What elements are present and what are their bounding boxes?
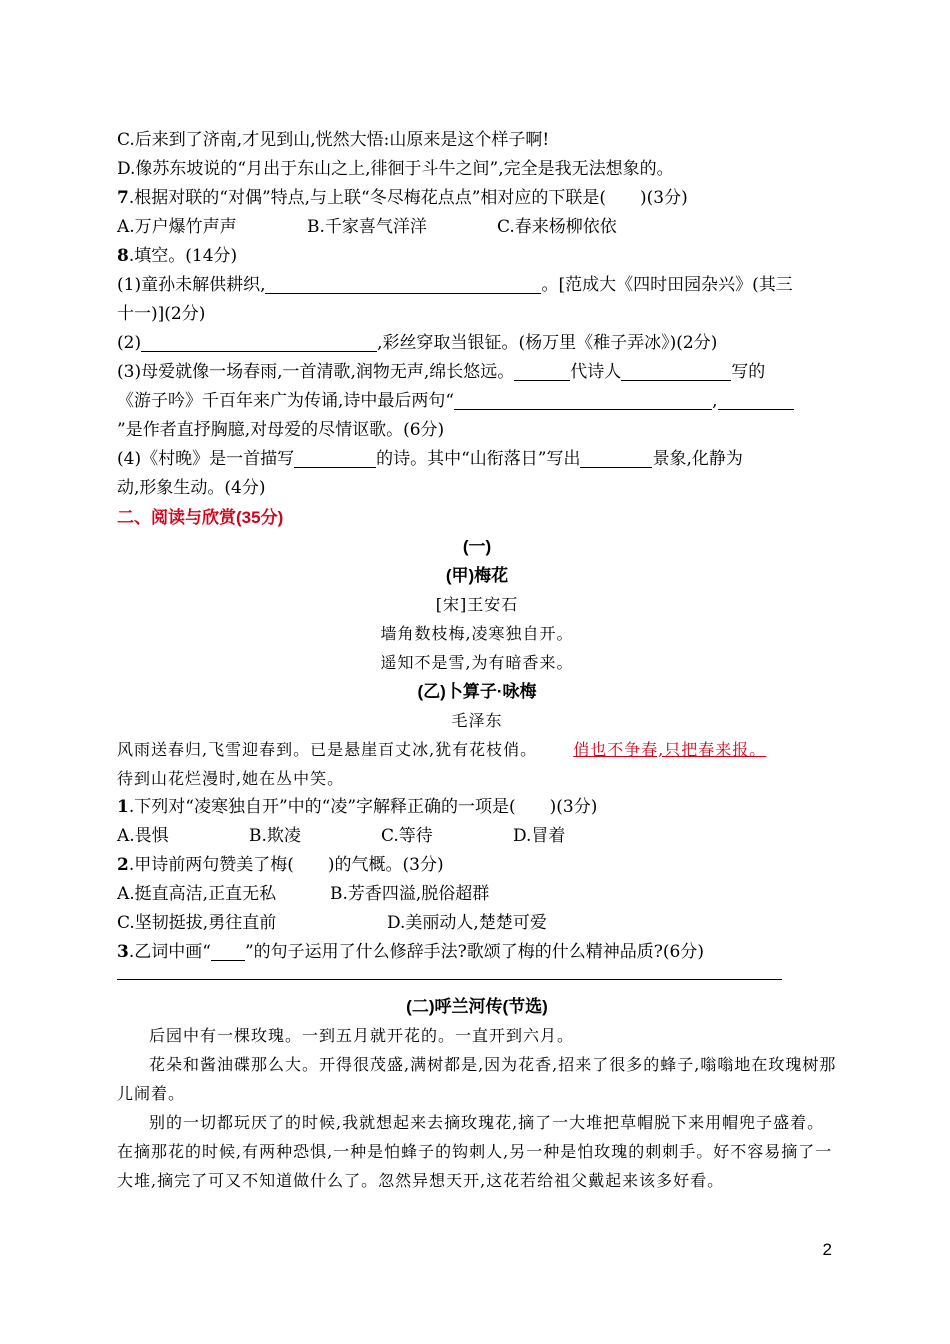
fill-text: 的诗。其中“山衔落日”写出 [376, 449, 581, 469]
question-text: .填空。(14分) [128, 246, 238, 266]
poem-a-line-1: 墙角数枝梅,凌寒独自开。 [380, 624, 574, 643]
question-number: 3 [117, 942, 129, 962]
underlined-sentence: 俏也不争春,只把春来报。 [573, 740, 767, 759]
fill-text: 《游子吟》千百年来广为传诵,诗中最后两句“ [117, 391, 455, 411]
option-d: D.冒着 [513, 826, 566, 846]
fill-text: (1)童孙未解供耕织, [117, 275, 266, 295]
section-2-title: 二、阅读与欣赏(35分) [117, 508, 284, 527]
fill-blank[interactable] [454, 391, 712, 410]
fill-text: ,彩丝穿取当银钲。(杨万里《稚子弄冰》)(2分) [377, 333, 718, 353]
question-number: 8 [117, 246, 129, 266]
rq2-options-row-2 [117, 909, 837, 938]
question-text: .根据对联的“对偶”特点,与上联“冬尽梅花点点”相对应的下联是( )(3分) [128, 188, 688, 208]
fill-text: (4)《村晚》是一首描写 [117, 449, 295, 469]
poem-a-line-2: 遥知不是雪,为有暗香来。 [380, 653, 574, 672]
poem-text: 风雨送春归,飞雪迎春到。已是悬崖百丈冰,犹有花枝俏。 [117, 740, 538, 759]
fill-blank[interactable] [294, 449, 376, 468]
fill-blank[interactable] [718, 391, 794, 410]
poem-a-title: (甲)梅花 [445, 566, 509, 585]
answer-line[interactable] [117, 967, 782, 980]
poem-a-author: [宋]王安石 [435, 595, 519, 614]
q8-part-1 [117, 271, 837, 300]
question-number: 2 [117, 855, 129, 875]
option-a: A.畏惧 [117, 826, 169, 846]
q8-part-3-end: ”是作者直抒胸臆,对母爱的尽情讴歌。(6分) [117, 420, 445, 440]
fill-blank[interactable] [580, 449, 652, 468]
reading-question-3 [117, 938, 837, 967]
fill-blank[interactable] [621, 362, 731, 381]
option-c: C.等待 [381, 826, 433, 846]
option-b: B.千家喜气洋洋 [307, 217, 427, 237]
fill-blank[interactable] [141, 333, 377, 352]
question-text: .下列对“凌寒独自开”中的“凌”字解释正确的一项是( )(3分) [128, 797, 598, 817]
q6-option-d: D.像苏东坡说的“月出于东山之上,徘徊于斗牛之间”,完全是我无法想象的。 [117, 159, 674, 179]
option-a: A.挺直高洁,正直无私 [117, 884, 277, 904]
poem-b-line-1 [117, 735, 837, 764]
q8-part-1-cont: 十一)](2分) [117, 304, 206, 324]
option-d: D.美丽动人,楚楚可爱 [387, 913, 547, 933]
fill-text: (3)母爱就像一场春雨,一首清歌,润物无声,绵长悠远。 [117, 362, 515, 382]
question-text: .甲诗前两句赞美了梅( )的气概。(3分) [128, 855, 444, 875]
paragraph: 别的一切都玩厌了的时候,我就想起来去摘玫瑰花,摘了一大堆把草帽脱下来用帽兜子盛着。在摘那花的时候,有两种恐惧,一种是怕蜂子的钩刺人,另一种是怕玫瑰的刺刺手。好不容易摘了一大堆,摘完了可又不知道做什么了。忽然异想天开,这花若给祖父戴起来该多好看。 [117, 1113, 833, 1190]
poem-b-title: (乙)卜算子·咏梅 [417, 682, 537, 701]
fill-blank[interactable] [265, 275, 541, 294]
q8-part-4 [117, 445, 837, 474]
q6-option-c: C.后来到了济南,才见到山,恍然大悟:山原来是这个样子啊! [117, 130, 550, 150]
option-c: C.春来杨柳依依 [497, 217, 617, 237]
question-number: 1 [117, 797, 129, 817]
reading-1-label: (一) [462, 537, 492, 556]
option-c: C.坚韧挺拔,勇往直前 [117, 913, 277, 933]
option-b: B.芳香四溢,脱俗超群 [330, 884, 490, 904]
fill-text: 景象,化静为 [652, 449, 743, 469]
question-number: 7 [117, 188, 129, 208]
reading-question-1 [117, 793, 837, 822]
fill-text: 。[范成大《四时田园杂兴》(其三 [541, 275, 793, 295]
exam-page [117, 126, 837, 1195]
poem-b-line-2: 待到山花烂漫时,她在丛中笑。 [117, 769, 345, 788]
q7-options [117, 213, 837, 242]
paragraph: 花朵和酱油碟那么大。开得很茂盛,满树都是,因为花香,招来了很多的蜂子,嗡嗡地在玫瑰树那儿闹着。 [117, 1055, 837, 1103]
q8-part-4-cont: 动,形象生动。(4分) [117, 478, 266, 498]
fill-text: 写的 [731, 362, 766, 382]
question-8 [117, 242, 837, 271]
question-text: .乙词中画“ [128, 942, 211, 962]
q8-part-2 [117, 329, 837, 358]
fill-blank[interactable] [514, 362, 570, 381]
reading-question-2 [117, 851, 837, 880]
fill-text: , [712, 391, 718, 411]
option-a: A.万户爆竹声声 [117, 217, 237, 237]
mark-blank [211, 942, 245, 961]
page-number: 2 [822, 1240, 832, 1259]
rq2-options-row-1 [117, 880, 837, 909]
fill-text: 代诗人 [570, 362, 622, 382]
reading-2-title: (二)呼兰河传(节选) [406, 997, 548, 1016]
question-text: ”的句子运用了什么修辞手法?歌颂了梅的什么精神品质?(6分) [244, 942, 704, 962]
rq1-options [117, 822, 837, 851]
q8-part-3-cont [117, 387, 837, 416]
q8-part-3 [117, 358, 837, 387]
question-7 [117, 184, 837, 213]
fill-text: (2) [117, 333, 142, 353]
option-b: B.欺凌 [249, 826, 301, 846]
poem-b-author: 毛泽东 [451, 711, 503, 730]
paragraph: 后园中有一棵玫瑰。一到五月就开花的。一直开到六月。 [149, 1026, 575, 1045]
